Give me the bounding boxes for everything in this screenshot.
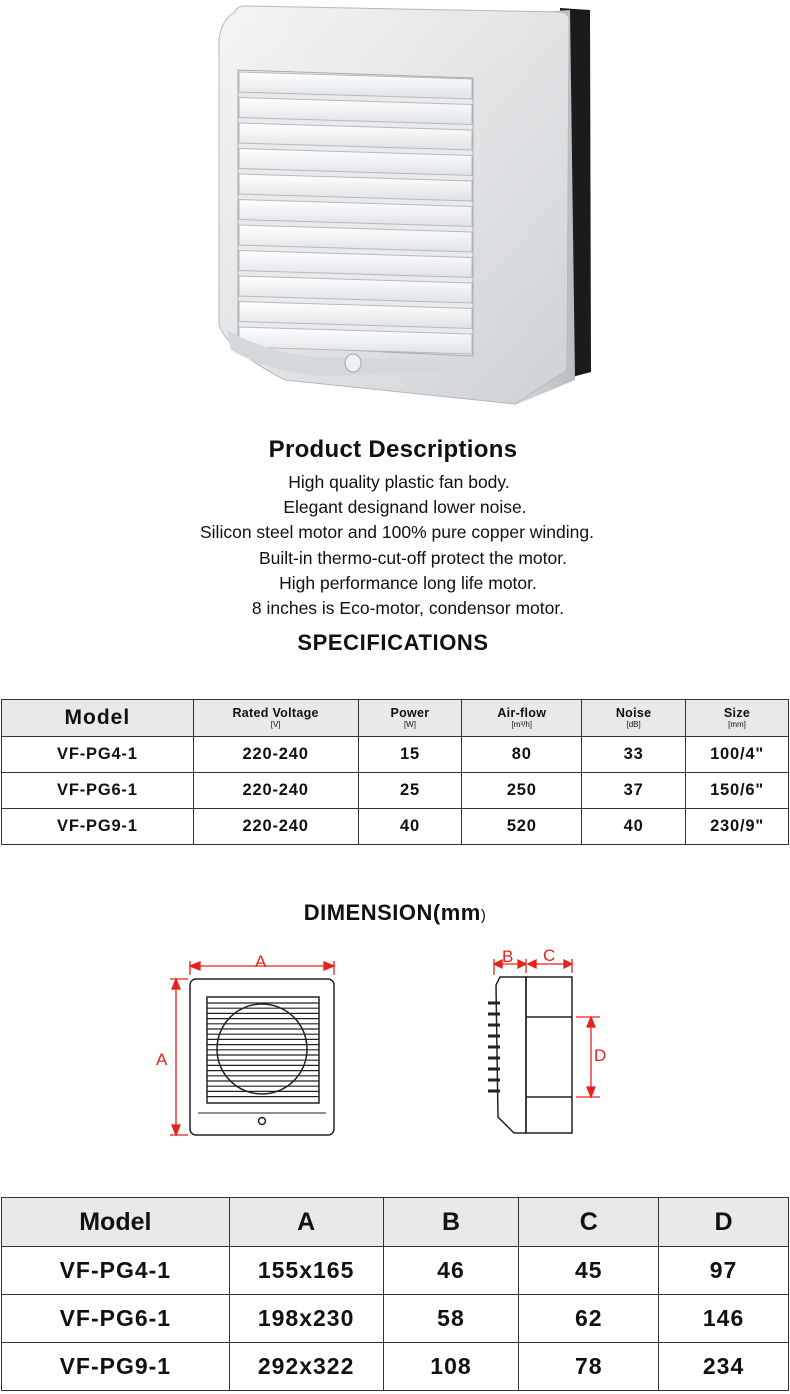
table-row xyxy=(2,737,789,773)
dimension-table xyxy=(1,1197,789,1391)
table-cell: VF-PG6-1 xyxy=(2,1295,230,1343)
spec-col-power: Power [W] xyxy=(358,700,462,737)
table-cell: 25 xyxy=(358,773,462,809)
table-cell: VF-PG4-1 xyxy=(2,1247,230,1295)
table-cell: 100/4" xyxy=(686,737,789,773)
table-cell: 97 xyxy=(659,1247,789,1295)
table-cell: VF-PG9-1 xyxy=(2,1343,230,1391)
dimension-title: DIMENSION(mm) xyxy=(303,900,487,925)
description-line: Silicon steel motor and 100% pure copper winding. xyxy=(200,522,594,543)
dim-col-a: A xyxy=(229,1198,383,1247)
table-cell: 220-240 xyxy=(193,773,358,809)
spec-col-airflow: Air-flow [m³/h] xyxy=(462,700,582,737)
table-row xyxy=(2,1343,789,1391)
table-cell: 80 xyxy=(462,737,582,773)
dimension-header-row xyxy=(2,1198,789,1247)
table-cell: 40 xyxy=(358,809,462,845)
table-cell: 46 xyxy=(383,1247,519,1295)
table-cell: 220-240 xyxy=(193,809,358,845)
table-cell: 58 xyxy=(383,1295,519,1343)
table-cell: 150/6" xyxy=(686,773,789,809)
table-cell: 198x230 xyxy=(229,1295,383,1343)
dimension-title-paren: ) xyxy=(480,907,487,924)
spec-col-model: Model xyxy=(2,700,194,737)
table-cell: 230/9" xyxy=(686,809,789,845)
dimension-label-a-side: A xyxy=(156,1050,168,1069)
table-cell: 45 xyxy=(519,1247,659,1295)
table-cell: 250 xyxy=(462,773,582,809)
description-line: Elegant designand lower noise. xyxy=(283,497,527,518)
description-line: High performance long life motor. xyxy=(279,572,537,593)
product-descriptions-title: Product Descriptions xyxy=(268,436,518,463)
table-cell: 292x322 xyxy=(229,1343,383,1391)
specifications-title: SPECIFICATIONS xyxy=(297,630,489,655)
spec-col-size: Size [mm] xyxy=(686,700,789,737)
table-cell: VF-PG9-1 xyxy=(2,809,194,845)
table-cell: 33 xyxy=(582,737,686,773)
dim-col-d: D xyxy=(659,1198,789,1247)
table-cell: 40 xyxy=(582,809,686,845)
spec-col-noise: Noise [dB] xyxy=(582,700,686,737)
specifications-table xyxy=(1,699,789,845)
dim-col-model: Model xyxy=(2,1198,230,1247)
table-cell: 78 xyxy=(519,1343,659,1391)
table-cell: 15 xyxy=(358,737,462,773)
table-cell: 146 xyxy=(659,1295,789,1343)
description-line: High quality plastic fan body. xyxy=(288,472,510,492)
table-cell: 155x165 xyxy=(229,1247,383,1295)
table-cell: 108 xyxy=(383,1343,519,1391)
spec-col-voltage: Rated Voltage [V] xyxy=(193,700,358,737)
side-view-motor-box xyxy=(526,977,572,1133)
table-cell: 220-240 xyxy=(193,737,358,773)
dimension-label-b: B xyxy=(502,947,514,966)
description-line: 8 inches is Eco-motor, condensor motor. xyxy=(251,598,565,619)
table-cell: 234 xyxy=(659,1343,789,1391)
dim-col-b: B xyxy=(383,1198,519,1247)
side-view-outline xyxy=(496,977,526,1133)
dimension-drawing xyxy=(150,945,620,1145)
dim-col-c: C xyxy=(519,1198,659,1247)
description-line: Built-in thermo-cut-off protect the motor. xyxy=(258,547,567,568)
table-row xyxy=(2,1295,789,1343)
dimension-label-a-top: A xyxy=(255,952,267,971)
dimension-label-d: D xyxy=(594,1046,607,1065)
table-cell: 37 xyxy=(582,773,686,809)
table-row xyxy=(2,773,789,809)
front-view-button xyxy=(259,1118,266,1125)
table-cell: 520 xyxy=(462,809,582,845)
table-cell: VF-PG6-1 xyxy=(2,773,194,809)
table-row xyxy=(2,1247,789,1295)
spec-header-row xyxy=(2,700,789,737)
table-cell: VF-PG4-1 xyxy=(2,737,194,773)
table-cell: 62 xyxy=(519,1295,659,1343)
table-row xyxy=(2,809,789,845)
product-description-list xyxy=(0,470,790,621)
dimension-label-c: C xyxy=(543,946,556,965)
exhaust-fan-product-image xyxy=(205,0,600,410)
